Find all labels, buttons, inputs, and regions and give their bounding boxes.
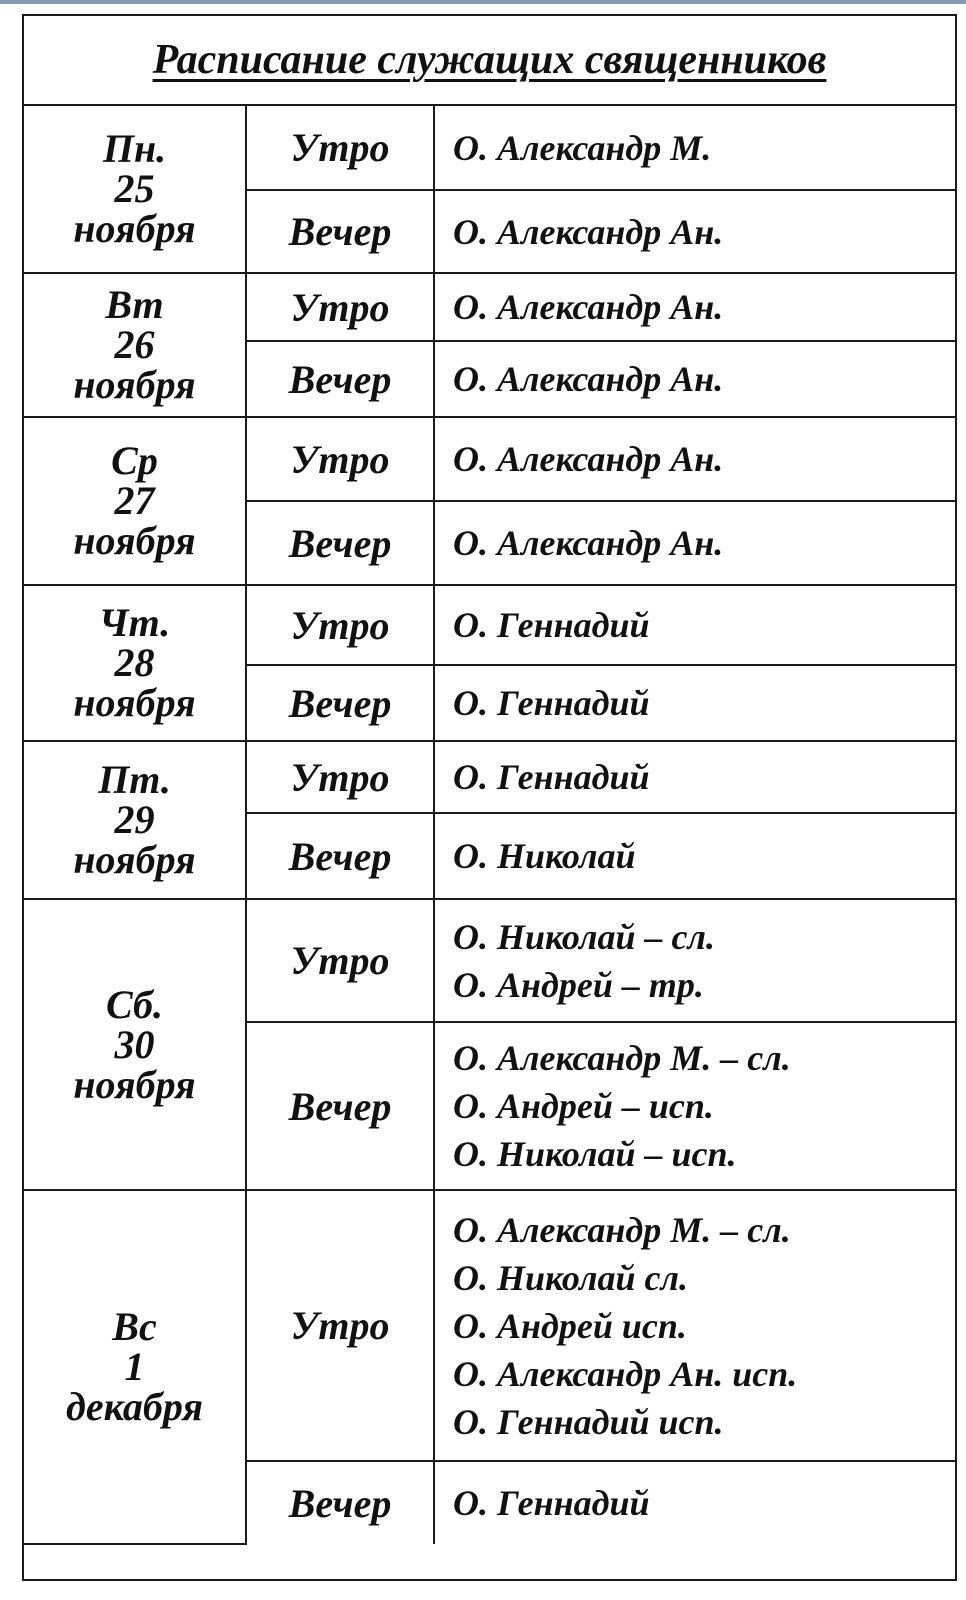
evening-label: Вечер [246, 501, 434, 585]
morning-label: Утро [246, 417, 434, 501]
evening-label: Вечер [246, 1461, 434, 1544]
day-date: 27 [114, 478, 155, 523]
schedule-row [24, 273, 955, 341]
priest-entry: О. Николай сл. [453, 1257, 688, 1298]
morning-label: Утро [246, 585, 434, 665]
day-cell [24, 1190, 246, 1544]
day-weekday: Пн. [102, 126, 167, 171]
morning-priests [434, 1190, 955, 1461]
schedule-row [24, 106, 955, 190]
priest-entry: О. Геннадий [453, 683, 650, 723]
day-cell [24, 106, 246, 273]
priest-entry: О. Николай – исп. [453, 1134, 737, 1174]
morning-label: Утро [246, 273, 434, 341]
day-month: ноября [73, 1061, 196, 1107]
day-cell [24, 273, 246, 417]
schedule-sheet [22, 14, 957, 1581]
evening-label: Вечер [246, 1022, 434, 1190]
priest-entry: О. Александр Ан. [453, 211, 724, 252]
priest-entry: О. Александр Ан. [453, 287, 724, 327]
evening-priests [434, 1022, 955, 1190]
day-date: 29 [114, 797, 155, 842]
priest-entry: О. Геннадий [453, 757, 650, 797]
day-month: ноября [73, 837, 196, 882]
day-date: 28 [114, 640, 155, 685]
evening-label: Вечер [246, 341, 434, 417]
page-title: Расписание служащих священников [24, 16, 955, 106]
priest-entry: О. Николай – сл. [453, 916, 715, 957]
schedule-row [24, 417, 955, 501]
evening-label: Вечер [246, 665, 434, 741]
evening-priests [434, 190, 955, 273]
day-weekday: Вс [112, 1304, 157, 1349]
day-date: 30 [114, 1021, 155, 1067]
day-cell [24, 417, 246, 585]
day-date: 26 [114, 322, 155, 367]
priest-entry: О. Александр Ан. [453, 439, 724, 479]
day-month: ноября [73, 680, 196, 725]
morning-label: Утро [246, 899, 434, 1022]
day-month: декабря [66, 1384, 203, 1429]
top-rule [0, 0, 966, 4]
day-weekday: Ср [111, 438, 158, 483]
evening-priests [434, 341, 955, 417]
morning-priests [434, 585, 955, 665]
priest-entry: О. Александр М. – сл. [453, 1038, 791, 1078]
evening-label: Вечер [246, 813, 434, 899]
morning-priests [434, 273, 955, 341]
priest-entry: О. Александр М. – сл. [453, 1209, 791, 1250]
priest-entry: О. Геннадий [453, 605, 650, 645]
priest-entry: О. Александр М. [453, 127, 712, 168]
evening-priests [434, 501, 955, 585]
morning-priests [434, 417, 955, 501]
priest-entry: О. Александр Ан. [453, 359, 724, 399]
day-weekday: Сб. [106, 981, 163, 1027]
morning-label: Утро [246, 106, 434, 190]
day-weekday: Вт [105, 282, 164, 327]
morning-priests [434, 741, 955, 813]
schedule-table [24, 106, 955, 1545]
evening-priests [434, 665, 955, 741]
day-weekday: Пт. [98, 757, 171, 802]
day-cell [24, 741, 246, 899]
evening-priests [434, 813, 955, 899]
day-date: 1 [124, 1344, 145, 1389]
morning-priests [434, 899, 955, 1022]
day-cell [24, 899, 246, 1190]
priest-entry: О. Николай [453, 836, 636, 876]
day-weekday: Чт. [98, 600, 171, 645]
day-month: ноября [73, 518, 196, 563]
day-month: ноября [73, 362, 196, 407]
day-date: 25 [114, 166, 155, 211]
day-month: ноября [73, 206, 196, 251]
priest-entry: О. Александр Ан. исп. [453, 1353, 798, 1394]
day-cell [24, 585, 246, 741]
morning-label: Утро [246, 1190, 434, 1461]
priest-entry: О. Андрей – исп. [453, 1086, 714, 1126]
schedule-row [24, 741, 955, 813]
morning-label: Утро [246, 741, 434, 813]
schedule-row [24, 899, 955, 1022]
schedule-row [24, 1190, 955, 1461]
priest-entry: О. Андрей исп. [453, 1305, 687, 1346]
priest-entry: О. Андрей – тр. [453, 964, 704, 1005]
priest-entry: О. Геннадий исп. [453, 1401, 724, 1442]
morning-priests [434, 106, 955, 190]
priest-entry: О. Александр Ан. [453, 523, 724, 563]
evening-label: Вечер [246, 190, 434, 273]
priest-entry: О. Геннадий [453, 1483, 650, 1523]
schedule-row [24, 585, 955, 665]
evening-priests [434, 1461, 955, 1544]
